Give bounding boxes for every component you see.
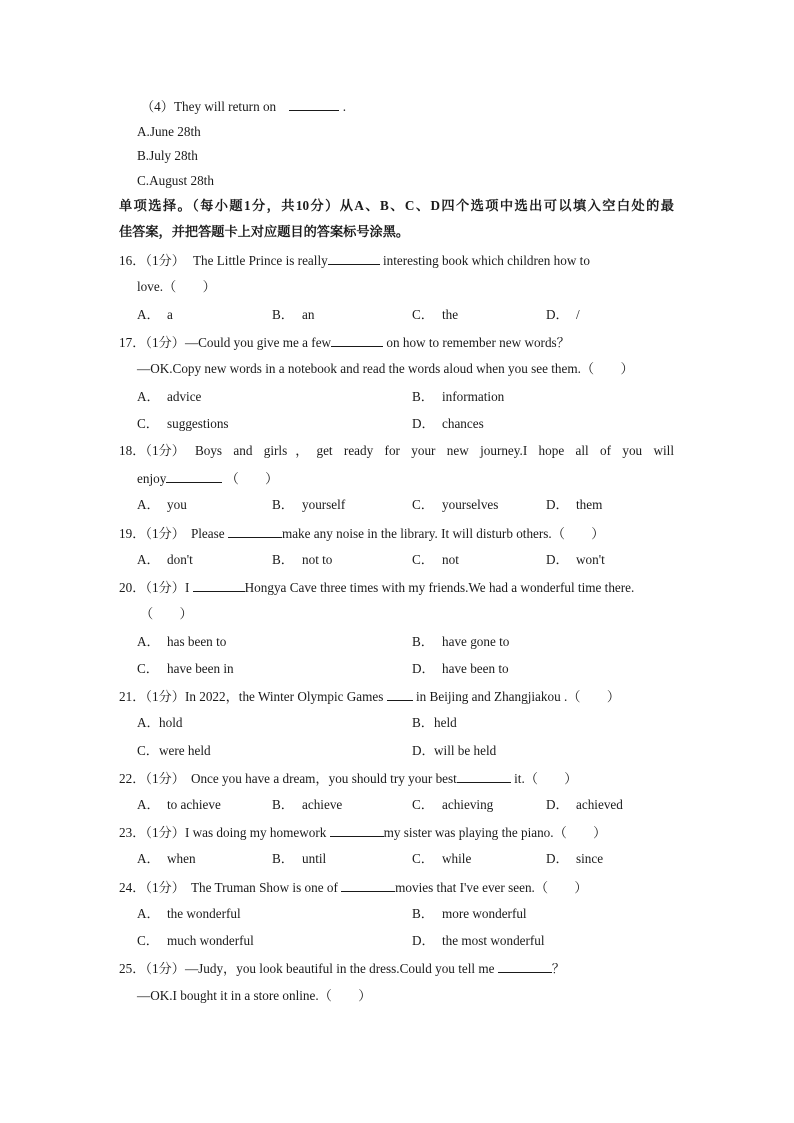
q18-option-a[interactable]: A． you — [137, 497, 187, 512]
question-17-stem: 17．（1分）—Could you give me a few on how to remember new words？ — [119, 332, 570, 353]
q4-stem: （4）They will return on . — [141, 96, 346, 117]
question-24-stem: 24．（1分） The Truman Show is one of movies that I've ever seen.（ ） — [119, 877, 588, 898]
answer-blank — [166, 468, 222, 483]
question-17-continuation: —OK.Copy new words in a notebook and read the words aloud when you see them.（ ） — [137, 361, 634, 376]
q20-option-a[interactable]: A． has been to — [137, 634, 227, 649]
answer-blank — [331, 332, 383, 347]
q17-option-a[interactable]: A． advice — [137, 389, 202, 404]
q24-option-c[interactable]: C． much wonderful — [137, 933, 254, 948]
q20-option-d[interactable]: D． have been to — [412, 661, 509, 676]
q4-option-b: B.July 28th — [137, 148, 198, 163]
q21-option-d[interactable]: D．will be held — [412, 743, 497, 758]
q20-option-b[interactable]: B． have gone to — [412, 634, 510, 649]
q16-option-d[interactable]: D． / — [546, 307, 580, 322]
q20-option-c[interactable]: C． have been in — [137, 661, 234, 676]
answer-blank — [330, 822, 384, 837]
answer-blank — [341, 877, 395, 892]
question-16-continuation: love.（ ） — [137, 279, 216, 294]
q16-option-b[interactable]: B． an — [272, 307, 315, 322]
answer-blank — [457, 768, 511, 783]
q21-option-a[interactable]: A．hold — [137, 715, 183, 730]
question-18-continuation: enjoy （ ） — [137, 468, 278, 489]
question-20-stem: 20．（1分）I Hongya Cave three times with my friends.We had a wonderful time there. — [119, 577, 634, 598]
question-25-stem: 25．（1分）—Judy，you look beautiful in the dress.Could you tell me ？ — [119, 958, 565, 979]
q18-option-b[interactable]: B． yourself — [272, 497, 346, 512]
q19-option-b[interactable]: B． not to — [272, 552, 333, 567]
q23-option-c[interactable]: C． while — [412, 851, 472, 866]
q17-option-c[interactable]: C． suggestions — [137, 416, 229, 431]
q23-option-d[interactable]: D． since — [546, 851, 604, 866]
question-19-stem: 19．（1分） Please make any noise in the library. It will disturb others.（ ） — [119, 523, 604, 544]
q24-option-d[interactable]: D． the most wonderful — [412, 933, 545, 948]
answer-blank — [387, 686, 413, 701]
question-21-stem: 21．（1分）In 2022，the Winter Olympic Games in Beijing and Zhangjiakou .（ ） — [119, 686, 620, 707]
q24-option-b[interactable]: B． more wonderful — [412, 906, 527, 921]
question-23-stem: 23．（1分）I was doing my homework my sister was playing the piano.（ ） — [119, 822, 606, 843]
q4-option-c: C.August 28th — [137, 173, 214, 188]
answer-blank — [498, 958, 552, 973]
q21-option-c[interactable]: C．were held — [137, 743, 211, 758]
q4-option-a: A.June 28th — [137, 124, 201, 139]
answer-blank — [289, 96, 339, 111]
q16-option-c[interactable]: C． the — [412, 307, 459, 322]
answer-blank — [228, 523, 282, 538]
section-instruction-line2: 佳答案，并把答题卡上对应题目的答案标号涂黑。 — [119, 224, 410, 239]
q19-option-c[interactable]: C． not — [412, 552, 459, 567]
question-16-stem: 16．（1分） The Little Prince is really interesting book which children how to — [119, 250, 590, 271]
q19-option-d[interactable]: D． won't — [546, 552, 605, 567]
question-20-continuation: （ ） — [140, 606, 193, 621]
q17-option-d[interactable]: D． chances — [412, 416, 484, 431]
section-instruction-line1: 单项选择。（每小题1分，共10分）从A、B、C、D四个选项中选出可以填入空白处的最 — [119, 198, 674, 213]
answer-blank — [193, 577, 245, 592]
q21-option-b[interactable]: B．held — [412, 715, 457, 730]
q18-option-c[interactable]: C． yourselves — [412, 497, 499, 512]
q23-option-a[interactable]: A． when — [137, 851, 196, 866]
answer-blank — [328, 250, 380, 265]
q22-option-d[interactable]: D． achieved — [546, 797, 623, 812]
q22-option-a[interactable]: A． to achieve — [137, 797, 221, 812]
q22-option-b[interactable]: B． achieve — [272, 797, 343, 812]
q23-option-b[interactable]: B． until — [272, 851, 327, 866]
q16-option-a[interactable]: A． a — [137, 307, 173, 322]
q17-option-b[interactable]: B． information — [412, 389, 505, 404]
question-25-continuation: —OK.I bought it in a store online.（ ） — [137, 988, 372, 1003]
question-18-stem: 18．（1分） Boys and girls，get ready for your new journey.I hope all of you will — [119, 443, 674, 458]
q18-option-d[interactable]: D． them — [546, 497, 603, 512]
question-22-stem: 22．（1分） Once you have a dream，you should try your best it.（ ） — [119, 768, 578, 789]
q22-option-c[interactable]: C． achieving — [412, 797, 494, 812]
q19-option-a[interactable]: A． don't — [137, 552, 193, 567]
q24-option-a[interactable]: A． the wonderful — [137, 906, 241, 921]
